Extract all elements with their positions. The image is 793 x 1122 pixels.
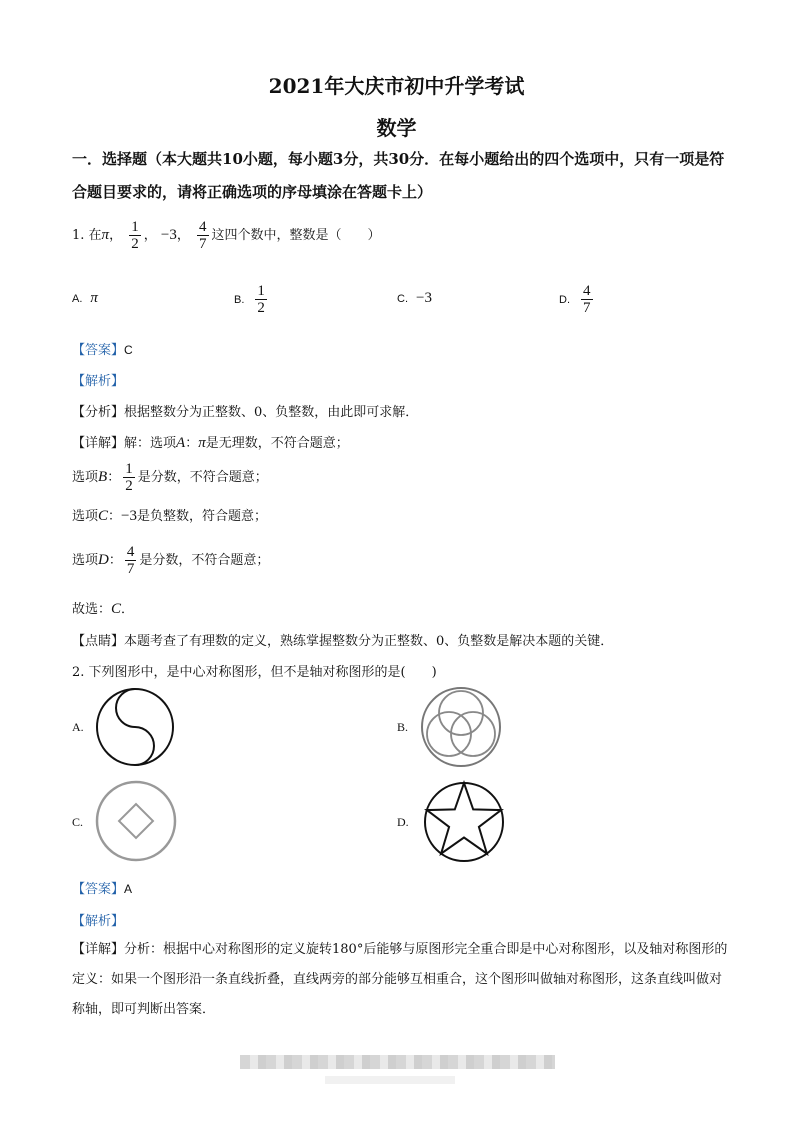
q1-xiangjie-c: 选项C：−3是负整数，符合题意； <box>72 508 268 524</box>
coin-square-figure[interactable] <box>94 779 178 863</box>
q1-option-a[interactable]: A. π <box>72 290 98 306</box>
negative-three: −3 <box>160 227 177 243</box>
q2-answer: 【答案】A <box>72 882 133 897</box>
q1-fenxi: 【分析】根据整数分为正整数、0、负整数，由此即可求解． <box>72 405 419 420</box>
footer-watermark-sub <box>325 1076 455 1084</box>
question-2-stem: 2. 下列图形中，是中心对称图形，但不是轴对称图形的是( ) <box>72 665 437 680</box>
section-heading: 一．选择题（本大题共10小题，每小题3分，共30分．在每小题给出的四个选项中，只有一项是符合题目要求的，请将正确选项的序母填涂在答题卡上） <box>72 150 725 201</box>
q1-answer <box>72 339 133 358</box>
q1-option-c[interactable]: C. −3 <box>397 290 432 306</box>
q2-option-d-label[interactable]: D. <box>397 815 409 829</box>
q1-xiangjie-d: 选项D： $\frac{4}{7}$ 是分数，不符合题意； <box>72 544 270 577</box>
q2-jiexi-tag: 【解析】 <box>72 914 125 929</box>
q1-option-d[interactable]: D. $\frac{4}{7}$ <box>559 283 591 316</box>
pi-symbol: π <box>101 227 110 243</box>
fraction-four-sevenths: $\frac{4}{7}$ <box>199 219 207 252</box>
answer-tag: 【答案】 <box>72 343 125 358</box>
three-arcs-figure[interactable] <box>419 685 503 769</box>
q2-option-b-label[interactable]: B. <box>397 720 409 734</box>
answer-value: C <box>124 343 133 357</box>
yin-yang-figure[interactable] <box>94 686 176 768</box>
subject-title: 数学 <box>376 116 417 140</box>
question-1-stem: 1. 在π， $\frac{1}{2}$ ， −3， $\frac{4}{7}$ 这四个数中，整数是（ ） <box>72 219 381 252</box>
q1-dianjing: 【点睛】本题考查了有理数的定义，熟练掌握整数分为正整数、0、负整数是解决本题的关键． <box>72 634 614 649</box>
q2-option-c-label[interactable]: C. <box>72 815 84 829</box>
q2-option-a-label[interactable]: A. <box>72 720 84 734</box>
footer-watermark <box>240 1055 555 1069</box>
q1-xiangjie-b: 选项B： $\frac{1}{2}$ 是分数，不符合题意； <box>72 461 268 494</box>
q2-xiangjie: 【详解】分析：根据中心对称图形的定义旋转180°后能够与原图形完全重合即是中心对称图形，以及轴对称图形的定义：如果一个图形沿一条直线折叠，直线两旁的部分能够互相重合，这个图形叫做轴对称图形，这条直线叫做对称轴，即可判断出答案． <box>72 942 728 1017</box>
q1-xiangjie-a: 【详解】解：选项A：π是无理数，不符合题意； <box>72 435 349 451</box>
q1-jiexi-tag: 【解析】 <box>72 374 125 389</box>
exam-title: 2021年大庆市初中升学考试 <box>268 74 525 98</box>
q1-conclusion: 故选：C． <box>72 601 135 617</box>
fraction-one-half: $\frac{1}{2}$ <box>131 219 139 252</box>
q1-option-b[interactable]: B. $\frac{1}{2}$ <box>234 283 265 316</box>
star-in-circle-figure[interactable] <box>422 780 506 864</box>
